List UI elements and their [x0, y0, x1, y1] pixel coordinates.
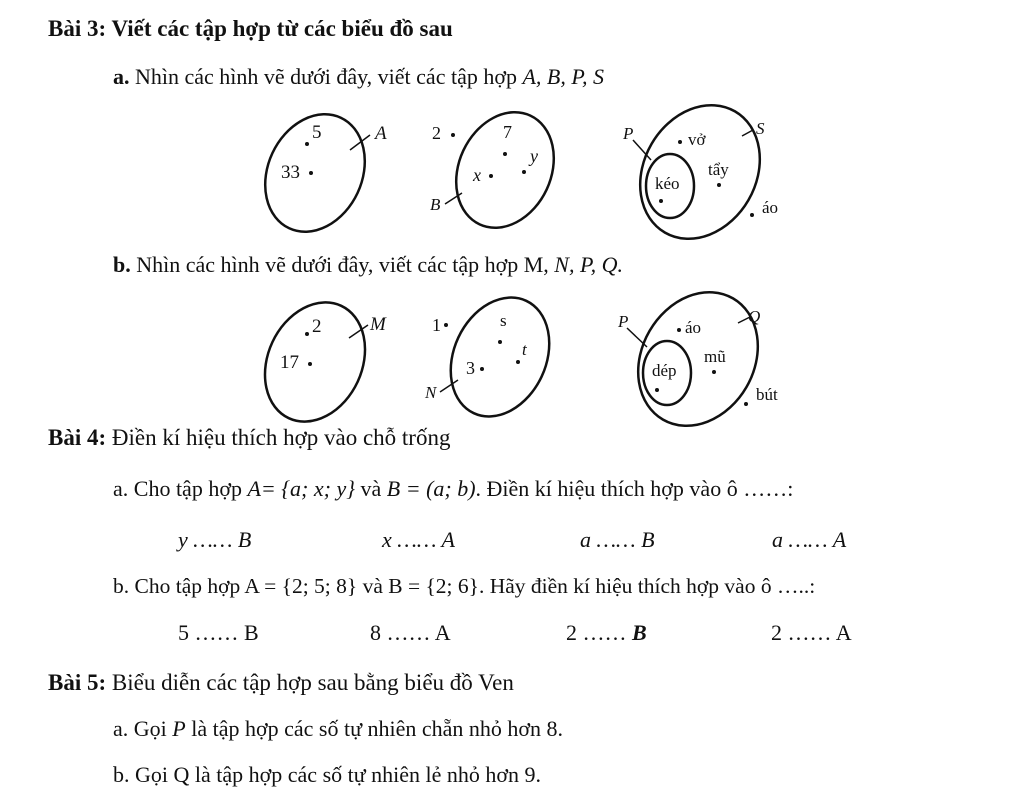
- set-A-label: A: [375, 123, 387, 144]
- bai4-b-item-4: 2 …… A: [771, 620, 852, 645]
- element-x: x: [473, 165, 481, 185]
- element-s: s: [500, 311, 507, 330]
- bai5-a-p2: là tập hợp các số tự nhiên chẵn nhỏ hơn 8.: [185, 716, 564, 741]
- element-1: 1: [432, 315, 441, 335]
- bai3-a-sets: A, B, P, S: [522, 64, 604, 89]
- bai4-title: Bài 4:: [48, 425, 107, 450]
- bai4-a-statement: [113, 476, 793, 502]
- bai5-b-statement: b. Gọi Q là tập hợp các số tự nhiên lẻ nhỏ hơn 9.: [113, 762, 542, 787]
- venn-set-P-Q: [615, 270, 782, 447]
- bai5-heading: [48, 670, 514, 696]
- bai4-a-p3: . Điền kí hiệu thích hợp vào ô ……:: [475, 476, 794, 501]
- element-y: y: [530, 146, 538, 166]
- set-B-label: B: [430, 195, 441, 214]
- bai4-a-item-2: x …… A: [382, 527, 455, 552]
- element-tay: tẩy: [708, 160, 729, 179]
- venn-set-N: [424, 281, 568, 432]
- set-P-label: P: [618, 312, 629, 331]
- bai4-a-item-1: y …… B: [178, 527, 252, 552]
- element-2: 2: [312, 316, 322, 337]
- set-M-label: M: [370, 314, 386, 335]
- element-t: t: [522, 340, 527, 359]
- element-3: 3: [466, 358, 475, 378]
- bai3-b-sets: N, P, Q.: [554, 252, 623, 277]
- bai4-b-item-3-set: B: [632, 620, 647, 645]
- element-ao: áo: [685, 318, 702, 337]
- set-N-label: N: [425, 383, 437, 402]
- element-33: 33: [281, 162, 300, 183]
- element-but: bút: [756, 385, 778, 404]
- bai4-a-item-4: a …… A: [772, 527, 847, 552]
- bai4-title-rest: Điền kí hiệu thích hợp vào chỗ trống: [106, 425, 451, 450]
- bai4-b-item-3-text: 2 ……: [566, 620, 632, 645]
- element-5: 5: [312, 122, 322, 143]
- element-vo: vở: [688, 130, 706, 149]
- bai4-b-item-2: 8 …… A: [370, 620, 451, 645]
- set-Q-label: Q: [748, 307, 761, 326]
- set-P-label: P: [623, 124, 634, 143]
- element-2: 2: [432, 123, 441, 143]
- bai4-b-statement: b. Cho tập hợp A = {2; 5; 8} và B = {2; 6}. Hãy điền kí hiệu thích hợp vào ô …..:: [113, 574, 816, 598]
- bai4-heading: [48, 425, 450, 451]
- set-S-label: S: [756, 119, 765, 138]
- venn-set-M: [246, 286, 387, 438]
- element-ao: áo: [762, 198, 779, 217]
- bai3-b-text: Nhìn các hình vẽ dưới đây, viết các tập hợp M,: [130, 252, 555, 277]
- element-dep: dép: [652, 361, 677, 380]
- element-keo: kéo: [655, 174, 680, 193]
- bai5-a-var: P: [172, 716, 186, 741]
- bai4-a-setA: A= {a; x; y}: [247, 476, 356, 501]
- bai4-b-item-3: [566, 620, 647, 646]
- element-17: 17: [280, 352, 299, 373]
- element-mu: mũ: [704, 347, 726, 366]
- bai4-a-p2: và: [355, 476, 387, 501]
- bai5-a-statement: [113, 716, 563, 742]
- bai4-a-p1: a. Cho tập hợp: [113, 476, 248, 501]
- element-7: 7: [503, 122, 512, 142]
- bai3-title-rest: Viết các tập hợp từ các biểu đồ sau: [106, 16, 453, 41]
- bai5-a-p1: a. Gọi: [113, 716, 173, 741]
- bai4-a-item-3: a …… B: [580, 527, 655, 552]
- bai5-title-rest: Biểu diễn các tập hợp sau bằng biểu đồ Ven: [106, 670, 514, 695]
- bai3-a-label: a.: [113, 64, 130, 89]
- bai4-a-setB: B = (a; b): [386, 476, 476, 501]
- bai3-b-label: b.: [113, 252, 131, 277]
- bai3-title: Bài 3:: [48, 16, 107, 41]
- bai4-b-item-1: 5 …… B: [178, 620, 259, 645]
- bai3-a-text: Nhìn các hình vẽ dưới đây, viết các tập hợp: [129, 64, 523, 89]
- bai5-title: Bài 5:: [48, 670, 107, 695]
